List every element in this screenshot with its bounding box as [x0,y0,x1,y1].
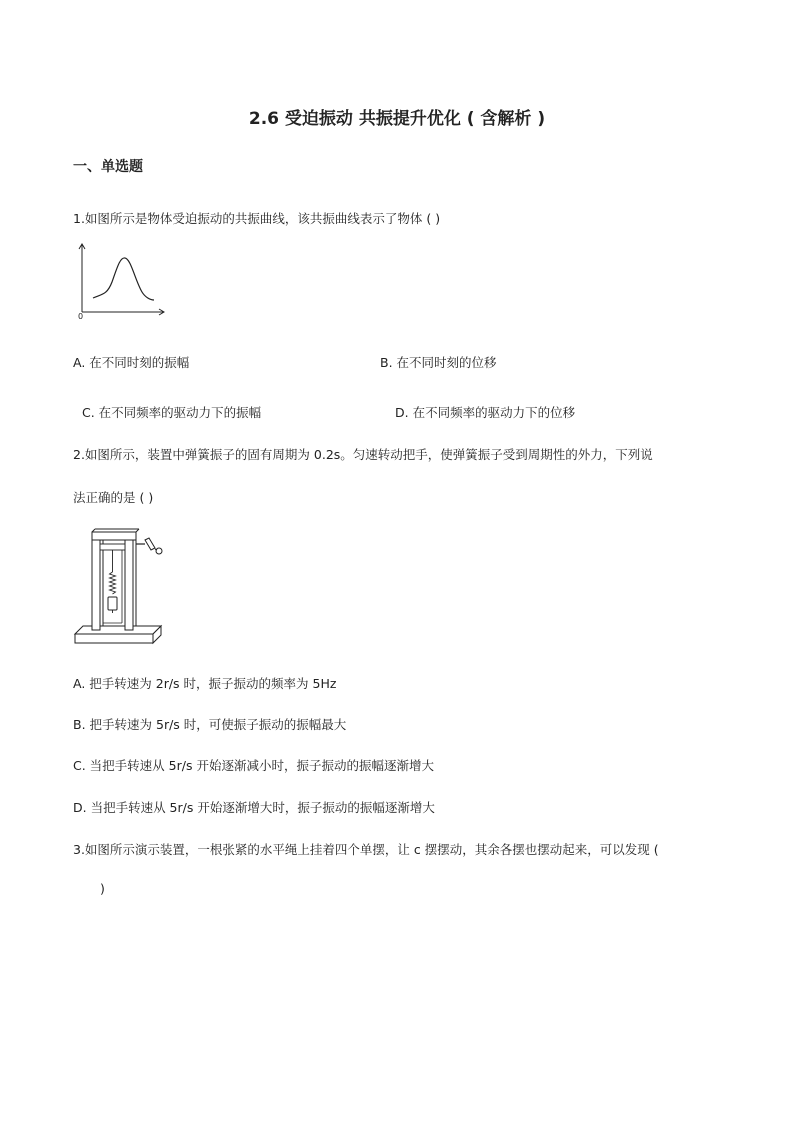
oscillator-mass [108,597,117,610]
q2-option-c[interactable]: C. 当把手转速从 5r/s 开始逐渐减小时，振子振动的振幅逐渐增大 [73,758,434,773]
question-2-stem-line1: 2.如图所示，装置中弹簧振子的固有周期为 0.2s。匀速转动把手，使弹簧振子受到周期性的外力，下列说 [73,447,653,462]
resonance-curve-figure [72,240,172,325]
crank-handle-icon [145,538,155,550]
q1-option-c[interactable]: C. 在不同频率的驱动力下的振幅 [82,405,262,420]
section-heading: 一、单选题 [73,159,143,175]
q2-option-a[interactable]: A. 把手转速为 2r/s 时，振子振动的频率为 5Hz [73,676,337,691]
question-1-stem: 1.如图所示是物体受迫振动的共振曲线，该共振曲线表示了物体 ( ) [73,211,441,226]
resonance-curve [93,258,154,300]
q2-option-d[interactable]: D. 当把手转速从 5r/s 开始逐渐增大时，振子振动的振幅逐渐增大 [73,800,435,815]
spring-coil [110,572,116,594]
apparatus-top-beam [92,532,136,540]
figure-origin-label: 0 [78,312,84,321]
question-3-stem-line2: ) [100,881,105,896]
apparatus-right-post [125,538,133,630]
question-3-stem-line1: 3.如图所示演示装置，一根张紧的水平绳上挂着四个单摆，让 c 摆摆动，其余各摆也摆动起来，可以发现 ( [73,842,659,857]
spring-oscillator-apparatus-figure [75,528,170,650]
q1-option-d[interactable]: D. 在不同频率的驱动力下的位移 [395,405,576,420]
apparatus-base [75,634,153,643]
document-title: 2.6 受迫振动 共振提升优化 ( 含解析 ) [248,109,546,129]
q1-option-b[interactable]: B. 在不同时刻的位移 [380,355,497,370]
apparatus-left-post [92,538,100,630]
question-2-stem-line2: 法正确的是 ( ) [73,490,154,505]
q2-option-b[interactable]: B. 把手转速为 5r/s 时，可使振子振动的振幅最大 [73,717,347,732]
q1-option-a[interactable]: A. 在不同时刻的振幅 [73,355,190,370]
